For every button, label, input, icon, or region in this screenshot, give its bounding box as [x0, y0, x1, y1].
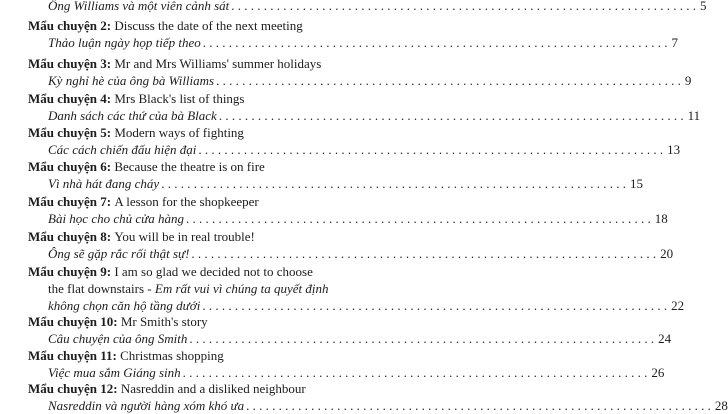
toc-entry-11[interactable]	[28, 347, 665, 381]
dot-leader	[202, 297, 667, 314]
toc-entry-subtitle: Thảo luận ngày họp tiếp theo	[48, 35, 201, 50]
toc-entry-number: Mẩu chuyện 11:	[28, 348, 117, 363]
toc-page-number: 26	[651, 365, 665, 380]
toc-entry-title: Christmas shopping	[120, 348, 224, 363]
toc-entry-subtitle: Nasreddin và người hàng xóm khó ưa	[48, 398, 245, 413]
toc-entry-number: Mẩu chuyện 12:	[28, 381, 118, 396]
toc-entry-title: Discuss the date of the next meeting	[114, 18, 303, 33]
toc-entry-10[interactable]	[28, 313, 672, 347]
dot-leader	[216, 72, 681, 89]
toc-entry-4[interactable]	[28, 90, 701, 124]
toc-page-number: 11	[687, 108, 701, 123]
toc-page-number: 9	[684, 73, 692, 88]
toc-page-number: 7	[671, 35, 678, 50]
toc-entry-subtitle: Bài học cho chủ cửa hàng	[48, 211, 184, 226]
toc-entry-title-line	[28, 313, 350, 330]
toc-entry-subtitle-line	[28, 397, 728, 414]
toc-entry-number: Mẩu chuyện 9:	[28, 264, 112, 279]
toc-entry-title: Mr Smith's story	[120, 314, 208, 329]
toc-entry-title-line	[28, 55, 350, 72]
toc-entry-title-line	[28, 90, 350, 107]
toc-entry-subtitle-line	[28, 141, 681, 158]
toc-entry-subtitle-line	[28, 297, 685, 314]
dot-leader	[198, 141, 663, 158]
toc-entry-subtitle-line	[28, 210, 668, 227]
toc-page-number: 22	[671, 298, 685, 313]
toc-entry-12[interactable]	[28, 380, 728, 413]
toc-entry-subtitle-line	[28, 107, 701, 124]
toc-entry-subtitle-line	[28, 0, 707, 14]
toc-entry-subtitle: Em rất vui vì chúng ta quyết định	[154, 281, 329, 296]
toc-entry-number: Mẩu chuyện 3:	[28, 56, 112, 71]
dot-leader	[186, 210, 651, 227]
toc-entry-subtitle-line	[28, 330, 672, 347]
toc-page-number: 15	[629, 176, 643, 191]
toc-entry-title-line	[28, 263, 350, 280]
toc-entry-number: Mẩu chuyện 6:	[28, 159, 112, 174]
toc-entry-title: Mrs Black's list of things	[114, 91, 245, 106]
toc-entry-subtitle: Các cách chiến đấu hiện đại	[48, 142, 197, 157]
toc-entry-title-line	[28, 158, 350, 175]
toc-entry-subtitle: Việc mua sắm Giáng sinh	[48, 365, 181, 380]
toc-entry-subtitle-line	[28, 245, 674, 262]
toc-page-number: 24	[658, 331, 672, 346]
toc-entry-number: Mẩu chuyện 4:	[28, 91, 112, 106]
toc-entry-number: Mẩu chuyện 7:	[28, 194, 112, 209]
toc-entry-number: Mẩu chuyện 10:	[28, 314, 118, 329]
toc-entry-title-line	[28, 124, 350, 141]
toc-entry-subtitle-continuation: không chọn căn hộ tầng dưới	[48, 298, 201, 313]
toc-entry-5[interactable]	[28, 124, 681, 158]
dot-leader	[203, 34, 668, 51]
toc-entry-title-line	[28, 228, 350, 245]
dot-leader	[231, 0, 696, 14]
toc-entry-subtitle-line	[28, 175, 643, 192]
toc-entry-number: Mẩu chuyện 8:	[28, 229, 112, 244]
toc-entry-subtitle: Vì nhà hát đang cháy	[48, 176, 160, 191]
toc-entry-title-line	[28, 17, 350, 34]
toc-entry-title: Because the theatre is on fire	[114, 159, 265, 174]
toc-entry-subtitle: Kỳ nghỉ hè của ông bà Williams	[48, 73, 215, 88]
toc-entry-title-line	[28, 347, 350, 364]
toc-entry-title: A lesson for the shopkeeper	[114, 194, 259, 209]
toc-page-number: 18	[654, 211, 668, 226]
toc-entry-1	[28, 0, 707, 14]
toc-entry-subtitle: Ông Williams và một viên cảnh sát	[48, 0, 230, 13]
toc-entry-3[interactable]	[28, 55, 692, 89]
toc-entry-subtitle: Ông sẽ gặp rắc rối thật sự!	[48, 246, 190, 261]
toc-entry-title: Nasreddin and a disliked neighbour	[120, 381, 306, 396]
toc-entry-subtitle-line	[28, 364, 665, 381]
dot-leader	[246, 397, 711, 414]
toc-page-number: 28	[714, 398, 728, 413]
toc-entry-title-line	[28, 380, 350, 397]
toc-entry-8[interactable]	[28, 228, 674, 262]
toc-page-number: 13	[667, 142, 681, 157]
toc-entry-title: I am so glad we decided not to choose	[114, 264, 313, 279]
toc-entry-2[interactable]	[28, 17, 678, 51]
toc-entry-subtitle-line	[28, 72, 692, 89]
toc-entry-subtitle: Danh sách các thứ của bà Black	[48, 108, 217, 123]
toc-entry-title: Mr and Mrs Williams' summer holidays	[114, 56, 322, 71]
dot-leader	[189, 330, 654, 347]
toc-entry-title-continuation-line	[28, 280, 350, 297]
toc-entry-number: Mẩu chuyện 5:	[28, 125, 112, 140]
toc-entry-number: Mẩu chuyện 2:	[28, 18, 112, 33]
toc-page-number: 5	[700, 0, 707, 13]
toc-entry-title-line	[28, 193, 350, 210]
toc-page-number: 20	[660, 246, 674, 261]
toc-entry-6[interactable]	[28, 158, 643, 192]
dot-leader	[219, 107, 684, 124]
toc-entry-title: Modern ways of fighting	[114, 125, 244, 140]
toc-entry-subtitle-line	[28, 34, 678, 51]
dot-leader	[191, 245, 656, 262]
toc-entry-title: You will be in real trouble!	[114, 229, 255, 244]
dot-leader	[183, 364, 648, 381]
dot-leader	[161, 175, 626, 192]
toc-entry-title-continuation: the flat downstairs -	[48, 281, 152, 296]
toc-entry-9[interactable]	[28, 263, 685, 314]
toc-entry-7[interactable]	[28, 193, 668, 227]
toc-entry-subtitle: Câu chuyện của ông Smith	[48, 331, 188, 346]
